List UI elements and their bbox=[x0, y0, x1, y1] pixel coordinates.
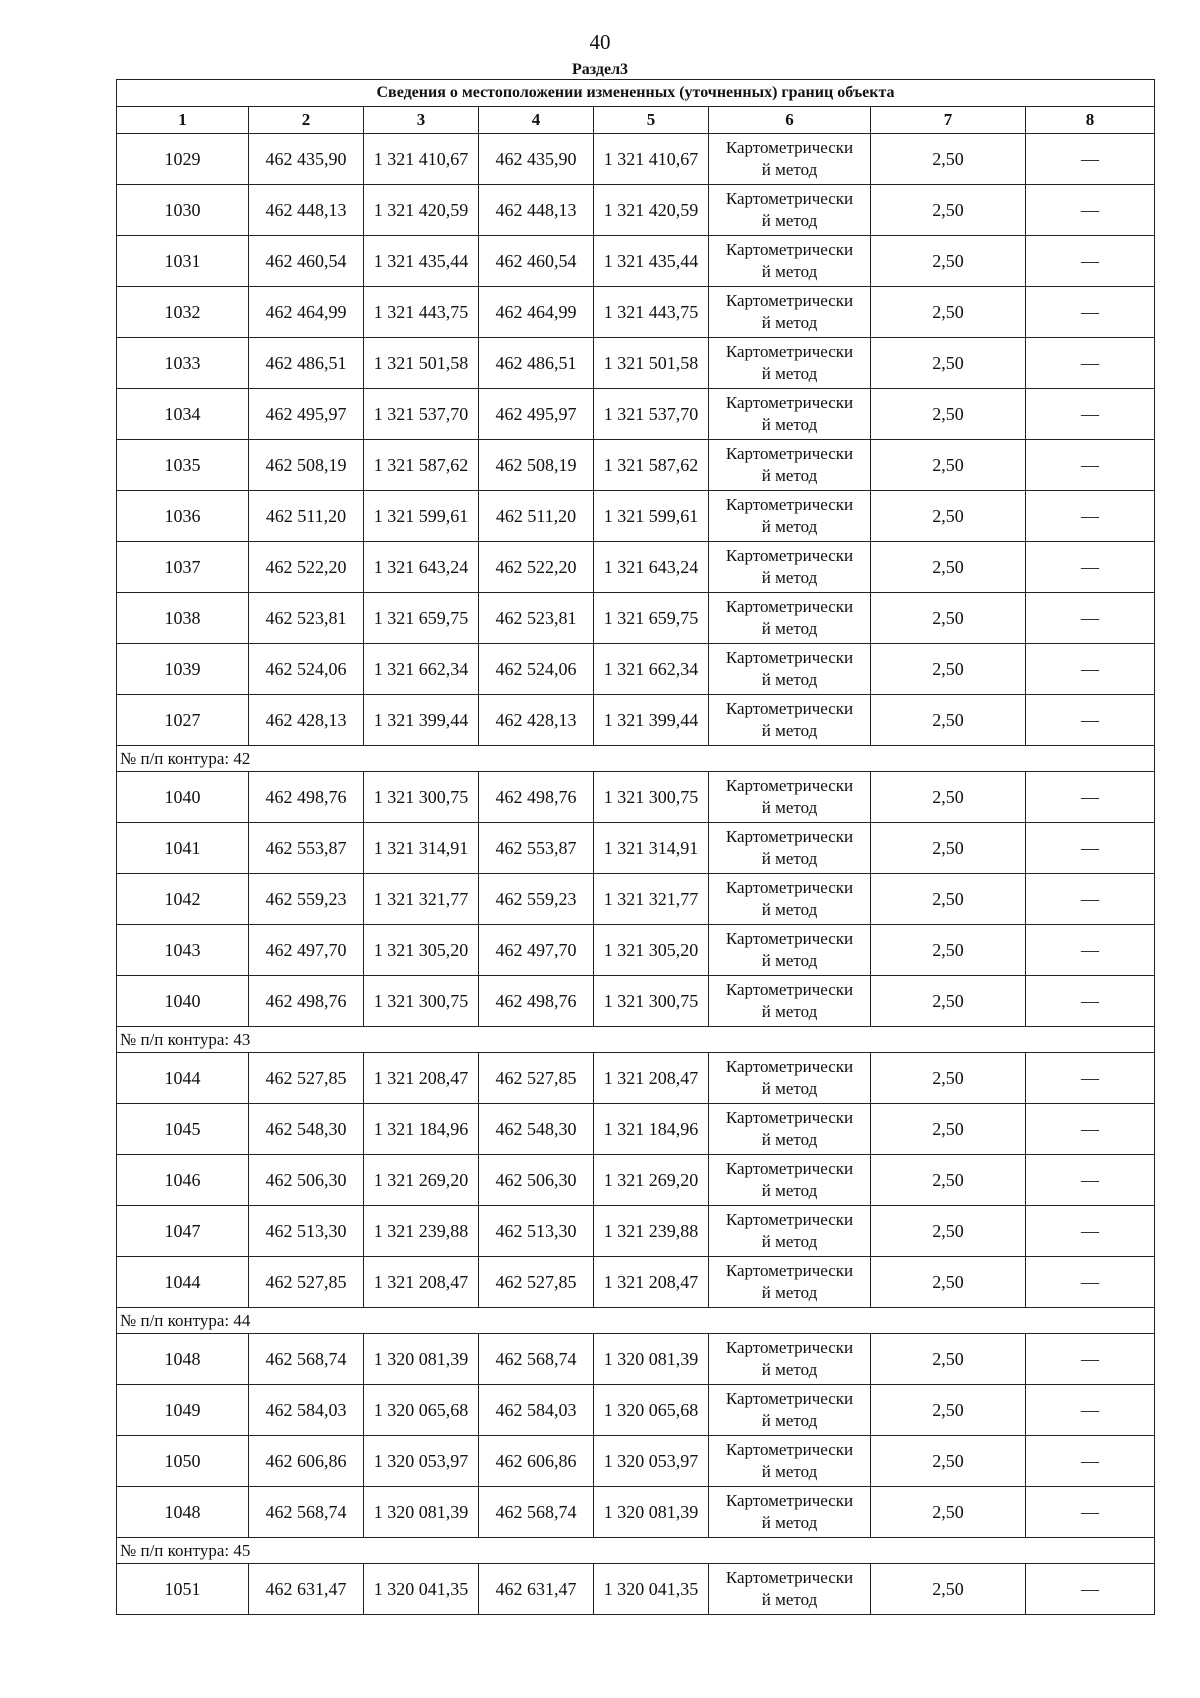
table-cell-col-5: 1 321 537,70 bbox=[594, 389, 709, 440]
table-cell-col-2: 462 448,13 bbox=[249, 185, 364, 236]
table-cell-col-3: 1 321 305,20 bbox=[364, 925, 479, 976]
table-cell-col-6: Картометрически й метод bbox=[709, 338, 871, 389]
table-cell-col-2: 462 606,86 bbox=[249, 1436, 364, 1487]
table-cell-col-6: Картометрически й метод bbox=[709, 236, 871, 287]
table-cell-col-6: Картометрически й метод bbox=[709, 1155, 871, 1206]
table-cell-col-4: 462 548,30 bbox=[479, 1104, 594, 1155]
table-cell-col-2: 462 428,13 bbox=[249, 695, 364, 746]
table-cell-col-5: 1 321 321,77 bbox=[594, 874, 709, 925]
table-cell-col-2: 462 464,99 bbox=[249, 287, 364, 338]
table-cell-col-4: 462 498,76 bbox=[479, 976, 594, 1027]
table-cell-col-6: Картометрически й метод bbox=[709, 925, 871, 976]
table-cell-col-2: 462 631,47 bbox=[249, 1564, 364, 1615]
column-header-2: 2 bbox=[249, 107, 364, 134]
table-cell-col-8: — bbox=[1026, 236, 1155, 287]
table-cell-col-6: Картометрически й метод bbox=[709, 874, 871, 925]
table-cell-col-5: 1 321 643,24 bbox=[594, 542, 709, 593]
table-row bbox=[117, 925, 1155, 976]
table-cell-col-7: 2,50 bbox=[871, 823, 1026, 874]
table-row bbox=[117, 389, 1155, 440]
table-cell-col-5: 1 321 399,44 bbox=[594, 695, 709, 746]
table-row bbox=[117, 440, 1155, 491]
table-cell-col-1: 1043 bbox=[117, 925, 249, 976]
table-cell-col-2: 462 435,90 bbox=[249, 134, 364, 185]
table-cell-col-8: — bbox=[1026, 440, 1155, 491]
table-cell-col-7: 2,50 bbox=[871, 1385, 1026, 1436]
table-cell-col-6: Картометрически й метод bbox=[709, 1053, 871, 1104]
table-cell-col-7: 2,50 bbox=[871, 1206, 1026, 1257]
table-cell-col-2: 462 486,51 bbox=[249, 338, 364, 389]
table-cell-col-6: Картометрически й метод bbox=[709, 772, 871, 823]
table-row bbox=[117, 236, 1155, 287]
contour-row bbox=[117, 746, 1155, 772]
page-number: 40 bbox=[589, 30, 611, 54]
column-header-1: 1 bbox=[117, 107, 249, 134]
table-cell-col-4: 462 527,85 bbox=[479, 1053, 594, 1104]
table-row bbox=[117, 1436, 1155, 1487]
table-cell-col-6: Картометрически й метод bbox=[709, 1436, 871, 1487]
table-row bbox=[117, 287, 1155, 338]
table-cell-col-5: 1 321 269,20 bbox=[594, 1155, 709, 1206]
table-cell-col-8: — bbox=[1026, 874, 1155, 925]
table-cell-col-5: 1 321 300,75 bbox=[594, 976, 709, 1027]
table-cell-col-4: 462 631,47 bbox=[479, 1564, 594, 1615]
table-row bbox=[117, 1564, 1155, 1615]
table-cell-col-3: 1 321 443,75 bbox=[364, 287, 479, 338]
table-cell-col-7: 2,50 bbox=[871, 1487, 1026, 1538]
table-cell-col-1: 1032 bbox=[117, 287, 249, 338]
table-cell-col-6: Картометрически й метод bbox=[709, 823, 871, 874]
table-cell-col-1: 1030 bbox=[117, 185, 249, 236]
table-cell-col-2: 462 497,70 bbox=[249, 925, 364, 976]
table-cell-col-4: 462 460,54 bbox=[479, 236, 594, 287]
table-cell-col-6: Картометрически й метод bbox=[709, 440, 871, 491]
table-cell-col-7: 2,50 bbox=[871, 695, 1026, 746]
contour-label: № п/п контура: 42 bbox=[117, 746, 1155, 772]
boundary-coordinates-table bbox=[116, 79, 1155, 1615]
table-cell-col-1: 1035 bbox=[117, 440, 249, 491]
table-cell-col-7: 2,50 bbox=[871, 542, 1026, 593]
table-cell-col-3: 1 321 208,47 bbox=[364, 1257, 479, 1308]
table-cell-col-7: 2,50 bbox=[871, 644, 1026, 695]
table-cell-col-7: 2,50 bbox=[871, 236, 1026, 287]
table-row bbox=[117, 593, 1155, 644]
table-cell-col-3: 1 321 184,96 bbox=[364, 1104, 479, 1155]
table-cell-col-1: 1039 bbox=[117, 644, 249, 695]
table-cell-col-1: 1051 bbox=[117, 1564, 249, 1615]
table-cell-col-1: 1042 bbox=[117, 874, 249, 925]
table-cell-col-2: 462 553,87 bbox=[249, 823, 364, 874]
table-cell-col-8: — bbox=[1026, 1053, 1155, 1104]
table-cell-col-8: — bbox=[1026, 1206, 1155, 1257]
table-cell-col-4: 462 513,30 bbox=[479, 1206, 594, 1257]
contour-label: № п/п контура: 45 bbox=[117, 1538, 1155, 1564]
column-header-7: 7 bbox=[871, 107, 1026, 134]
table-cell-col-6: Картометрически й метод bbox=[709, 389, 871, 440]
table-cell-col-1: 1045 bbox=[117, 1104, 249, 1155]
table-cell-col-3: 1 321 587,62 bbox=[364, 440, 479, 491]
table-cell-col-1: 1050 bbox=[117, 1436, 249, 1487]
table-cell-col-5: 1 321 662,34 bbox=[594, 644, 709, 695]
table-cell-col-7: 2,50 bbox=[871, 1436, 1026, 1487]
table-cell-col-1: 1048 bbox=[117, 1487, 249, 1538]
table-cell-col-6: Картометрически й метод bbox=[709, 1385, 871, 1436]
table-row bbox=[117, 1206, 1155, 1257]
table-row bbox=[117, 874, 1155, 925]
table-cell-col-1: 1040 bbox=[117, 772, 249, 823]
table-row bbox=[117, 185, 1155, 236]
table-cell-col-8: — bbox=[1026, 823, 1155, 874]
table-cell-col-1: 1048 bbox=[117, 1334, 249, 1385]
table-cell-col-1: 1027 bbox=[117, 695, 249, 746]
table-cell-col-3: 1 321 399,44 bbox=[364, 695, 479, 746]
table-cell-col-7: 2,50 bbox=[871, 389, 1026, 440]
table-cell-col-5: 1 321 587,62 bbox=[594, 440, 709, 491]
table-cell-col-5: 1 321 420,59 bbox=[594, 185, 709, 236]
table-cell-col-2: 462 548,30 bbox=[249, 1104, 364, 1155]
table-cell-col-6: Картометрически й метод bbox=[709, 185, 871, 236]
table-cell-col-5: 1 321 435,44 bbox=[594, 236, 709, 287]
table-row bbox=[117, 823, 1155, 874]
table-cell-col-8: — bbox=[1026, 389, 1155, 440]
table-cell-col-5: 1 321 501,58 bbox=[594, 338, 709, 389]
table-cell-col-6: Картометрически й метод bbox=[709, 695, 871, 746]
contour-row bbox=[117, 1538, 1155, 1564]
table-cell-col-6: Картометрически й метод bbox=[709, 644, 871, 695]
table-cell-col-7: 2,50 bbox=[871, 1104, 1026, 1155]
table-cell-col-6: Картометрически й метод bbox=[709, 491, 871, 542]
table-cell-col-2: 462 522,20 bbox=[249, 542, 364, 593]
table-cell-col-6: Картометрически й метод bbox=[709, 1487, 871, 1538]
table-cell-col-8: — bbox=[1026, 925, 1155, 976]
table-row bbox=[117, 491, 1155, 542]
table-cell-col-3: 1 321 410,67 bbox=[364, 134, 479, 185]
table-cell-col-2: 462 511,20 bbox=[249, 491, 364, 542]
table-cell-col-3: 1 321 208,47 bbox=[364, 1053, 479, 1104]
table-cell-col-4: 462 498,76 bbox=[479, 772, 594, 823]
contour-label: № п/п контура: 44 bbox=[117, 1308, 1155, 1334]
table-cell-col-4: 462 523,81 bbox=[479, 593, 594, 644]
table-cell-col-4: 462 448,13 bbox=[479, 185, 594, 236]
table-cell-col-2: 462 527,85 bbox=[249, 1053, 364, 1104]
table-cell-col-5: 1 321 208,47 bbox=[594, 1053, 709, 1104]
table-cell-col-6: Картометрически й метод bbox=[709, 287, 871, 338]
table-cell-col-3: 1 321 321,77 bbox=[364, 874, 479, 925]
table-cell-col-7: 2,50 bbox=[871, 772, 1026, 823]
table-cell-col-2: 462 460,54 bbox=[249, 236, 364, 287]
table-cell-col-8: — bbox=[1026, 287, 1155, 338]
table-cell-col-2: 462 568,74 bbox=[249, 1487, 364, 1538]
table-row bbox=[117, 1155, 1155, 1206]
table-row bbox=[117, 644, 1155, 695]
table-row bbox=[117, 1257, 1155, 1308]
column-header-6: 6 bbox=[709, 107, 871, 134]
table-cell-col-4: 462 522,20 bbox=[479, 542, 594, 593]
table-cell-col-4: 462 435,90 bbox=[479, 134, 594, 185]
table-cell-col-7: 2,50 bbox=[871, 593, 1026, 644]
table-cell-col-8: — bbox=[1026, 1487, 1155, 1538]
table-cell-col-3: 1 321 501,58 bbox=[364, 338, 479, 389]
table-cell-col-3: 1 321 537,70 bbox=[364, 389, 479, 440]
table-cell-col-8: — bbox=[1026, 695, 1155, 746]
table-row bbox=[117, 1487, 1155, 1538]
table-cell-col-3: 1 320 081,39 bbox=[364, 1487, 479, 1538]
table-cell-col-5: 1 320 065,68 bbox=[594, 1385, 709, 1436]
table-cell-col-7: 2,50 bbox=[871, 874, 1026, 925]
table-cell-col-7: 2,50 bbox=[871, 925, 1026, 976]
table-cell-col-6: Картометрически й метод bbox=[709, 593, 871, 644]
table-cell-col-2: 462 506,30 bbox=[249, 1155, 364, 1206]
table-cell-col-5: 1 321 410,67 bbox=[594, 134, 709, 185]
table-cell-col-2: 462 495,97 bbox=[249, 389, 364, 440]
table-row bbox=[117, 542, 1155, 593]
table-cell-col-3: 1 321 300,75 bbox=[364, 976, 479, 1027]
table-cell-col-8: — bbox=[1026, 644, 1155, 695]
table-cell-col-4: 462 428,13 bbox=[479, 695, 594, 746]
table-cell-col-2: 462 498,76 bbox=[249, 976, 364, 1027]
table-cell-col-2: 462 524,06 bbox=[249, 644, 364, 695]
table-cell-col-5: 1 320 081,39 bbox=[594, 1487, 709, 1538]
table-cell-col-6: Картометрически й метод bbox=[709, 976, 871, 1027]
table-cell-col-1: 1040 bbox=[117, 976, 249, 1027]
table-cell-col-8: — bbox=[1026, 1257, 1155, 1308]
table-cell-col-8: — bbox=[1026, 772, 1155, 823]
table-cell-col-8: — bbox=[1026, 1436, 1155, 1487]
table-cell-col-8: — bbox=[1026, 1155, 1155, 1206]
table-cell-col-2: 462 527,85 bbox=[249, 1257, 364, 1308]
table-cell-col-5: 1 321 314,91 bbox=[594, 823, 709, 874]
table-row bbox=[117, 695, 1155, 746]
table-cell-col-8: — bbox=[1026, 1334, 1155, 1385]
table-row bbox=[117, 1053, 1155, 1104]
table-cell-col-7: 2,50 bbox=[871, 287, 1026, 338]
table-cell-col-2: 462 559,23 bbox=[249, 874, 364, 925]
table-cell-col-7: 2,50 bbox=[871, 1257, 1026, 1308]
table-cell-col-1: 1036 bbox=[117, 491, 249, 542]
table-cell-col-2: 462 498,76 bbox=[249, 772, 364, 823]
table-cell-col-4: 462 486,51 bbox=[479, 338, 594, 389]
table-cell-col-3: 1 320 041,35 bbox=[364, 1564, 479, 1615]
table-cell-col-8: — bbox=[1026, 1385, 1155, 1436]
table-cell-col-5: 1 320 041,35 bbox=[594, 1564, 709, 1615]
table-cell-col-7: 2,50 bbox=[871, 1564, 1026, 1615]
table-cell-col-3: 1 321 599,61 bbox=[364, 491, 479, 542]
column-header-4: 4 bbox=[479, 107, 594, 134]
table-cell-col-7: 2,50 bbox=[871, 1053, 1026, 1104]
table-cell-col-4: 462 495,97 bbox=[479, 389, 594, 440]
table-cell-col-3: 1 321 300,75 bbox=[364, 772, 479, 823]
column-header-3: 3 bbox=[364, 107, 479, 134]
table-cell-col-6: Картометрически й метод bbox=[709, 134, 871, 185]
table-cell-col-1: 1038 bbox=[117, 593, 249, 644]
table-cell-col-4: 462 464,99 bbox=[479, 287, 594, 338]
table-cell-col-3: 1 321 643,24 bbox=[364, 542, 479, 593]
table-cell-col-1: 1037 bbox=[117, 542, 249, 593]
table-cell-col-5: 1 321 208,47 bbox=[594, 1257, 709, 1308]
table-cell-col-7: 2,50 bbox=[871, 185, 1026, 236]
table-cell-col-1: 1031 bbox=[117, 236, 249, 287]
table-cell-col-4: 462 511,20 bbox=[479, 491, 594, 542]
table-cell-col-6: Картометрически й метод bbox=[709, 542, 871, 593]
table-cell-col-1: 1029 bbox=[117, 134, 249, 185]
table-cell-col-2: 462 508,19 bbox=[249, 440, 364, 491]
table-cell-col-4: 462 508,19 bbox=[479, 440, 594, 491]
table-cell-col-2: 462 513,30 bbox=[249, 1206, 364, 1257]
table-cell-col-4: 462 584,03 bbox=[479, 1385, 594, 1436]
table-cell-col-1: 1044 bbox=[117, 1257, 249, 1308]
contour-label: № п/п контура: 43 bbox=[117, 1027, 1155, 1053]
table-cell-col-1: 1044 bbox=[117, 1053, 249, 1104]
table-cell-col-3: 1 321 420,59 bbox=[364, 185, 479, 236]
table-cell-col-3: 1 320 053,97 bbox=[364, 1436, 479, 1487]
table-cell-col-7: 2,50 bbox=[871, 338, 1026, 389]
table-cell-col-6: Картометрически й метод bbox=[709, 1104, 871, 1155]
table-cell-col-8: — bbox=[1026, 593, 1155, 644]
table-cell-col-7: 2,50 bbox=[871, 134, 1026, 185]
table-cell-col-5: 1 321 300,75 bbox=[594, 772, 709, 823]
table-cell-col-7: 2,50 bbox=[871, 1334, 1026, 1385]
table-cell-col-5: 1 320 081,39 bbox=[594, 1334, 709, 1385]
table-cell-col-7: 2,50 bbox=[871, 976, 1026, 1027]
table-cell-col-8: — bbox=[1026, 185, 1155, 236]
table-cell-col-3: 1 321 659,75 bbox=[364, 593, 479, 644]
table-cell-col-4: 462 559,23 bbox=[479, 874, 594, 925]
table-cell-col-2: 462 568,74 bbox=[249, 1334, 364, 1385]
table-cell-col-6: Картометрически й метод bbox=[709, 1257, 871, 1308]
table-cell-col-2: 462 523,81 bbox=[249, 593, 364, 644]
table-cell-col-5: 1 321 184,96 bbox=[594, 1104, 709, 1155]
table-row bbox=[117, 772, 1155, 823]
table-cell-col-5: 1 321 599,61 bbox=[594, 491, 709, 542]
table-caption: Сведения о местоположении измененных (уточненных) границ объекта bbox=[117, 80, 1155, 107]
table-cell-col-1: 1041 bbox=[117, 823, 249, 874]
table-cell-col-2: 462 584,03 bbox=[249, 1385, 364, 1436]
table-cell-col-1: 1047 bbox=[117, 1206, 249, 1257]
table-cell-col-4: 462 606,86 bbox=[479, 1436, 594, 1487]
contour-row bbox=[117, 1027, 1155, 1053]
table-cell-col-8: — bbox=[1026, 134, 1155, 185]
table-cell-col-1: 1034 bbox=[117, 389, 249, 440]
table-row bbox=[117, 976, 1155, 1027]
table-cell-col-6: Картометрически й метод bbox=[709, 1334, 871, 1385]
table-cell-col-7: 2,50 bbox=[871, 1155, 1026, 1206]
table-cell-col-3: 1 321 662,34 bbox=[364, 644, 479, 695]
column-header-5: 5 bbox=[594, 107, 709, 134]
table-cell-col-3: 1 321 314,91 bbox=[364, 823, 479, 874]
table-cell-col-7: 2,50 bbox=[871, 491, 1026, 542]
table-cell-col-1: 1046 bbox=[117, 1155, 249, 1206]
table-cell-col-3: 1 321 269,20 bbox=[364, 1155, 479, 1206]
table-cell-col-5: 1 321 443,75 bbox=[594, 287, 709, 338]
table-cell-col-5: 1 321 239,88 bbox=[594, 1206, 709, 1257]
table-cell-col-4: 462 553,87 bbox=[479, 823, 594, 874]
table-cell-col-8: — bbox=[1026, 542, 1155, 593]
table-cell-col-3: 1 321 239,88 bbox=[364, 1206, 479, 1257]
column-header-8: 8 bbox=[1026, 107, 1155, 134]
section-title: Раздел3 bbox=[571, 61, 629, 78]
table-cell-col-4: 462 497,70 bbox=[479, 925, 594, 976]
table-row bbox=[117, 338, 1155, 389]
table-cell-col-8: — bbox=[1026, 338, 1155, 389]
table-cell-col-8: — bbox=[1026, 491, 1155, 542]
table-cell-col-4: 462 524,06 bbox=[479, 644, 594, 695]
table-cell-col-6: Картометрически й метод bbox=[709, 1206, 871, 1257]
table-cell-col-5: 1 320 053,97 bbox=[594, 1436, 709, 1487]
table-row bbox=[117, 1334, 1155, 1385]
table-cell-col-8: — bbox=[1026, 1104, 1155, 1155]
table-row bbox=[117, 1104, 1155, 1155]
table-row bbox=[117, 134, 1155, 185]
table-cell-col-5: 1 321 305,20 bbox=[594, 925, 709, 976]
table-cell-col-3: 1 321 435,44 bbox=[364, 236, 479, 287]
table-cell-col-8: — bbox=[1026, 1564, 1155, 1615]
contour-row bbox=[117, 1308, 1155, 1334]
table-cell-col-7: 2,50 bbox=[871, 440, 1026, 491]
table-cell-col-4: 462 568,74 bbox=[479, 1334, 594, 1385]
table-cell-col-8: — bbox=[1026, 976, 1155, 1027]
table-cell-col-5: 1 321 659,75 bbox=[594, 593, 709, 644]
table-row bbox=[117, 1385, 1155, 1436]
table-cell-col-4: 462 527,85 bbox=[479, 1257, 594, 1308]
table-cell-col-4: 462 568,74 bbox=[479, 1487, 594, 1538]
table-cell-col-1: 1033 bbox=[117, 338, 249, 389]
table-cell-col-3: 1 320 065,68 bbox=[364, 1385, 479, 1436]
table-cell-col-4: 462 506,30 bbox=[479, 1155, 594, 1206]
table-cell-col-3: 1 320 081,39 bbox=[364, 1334, 479, 1385]
table-cell-col-6: Картометрически й метод bbox=[709, 1564, 871, 1615]
table-cell-col-1: 1049 bbox=[117, 1385, 249, 1436]
